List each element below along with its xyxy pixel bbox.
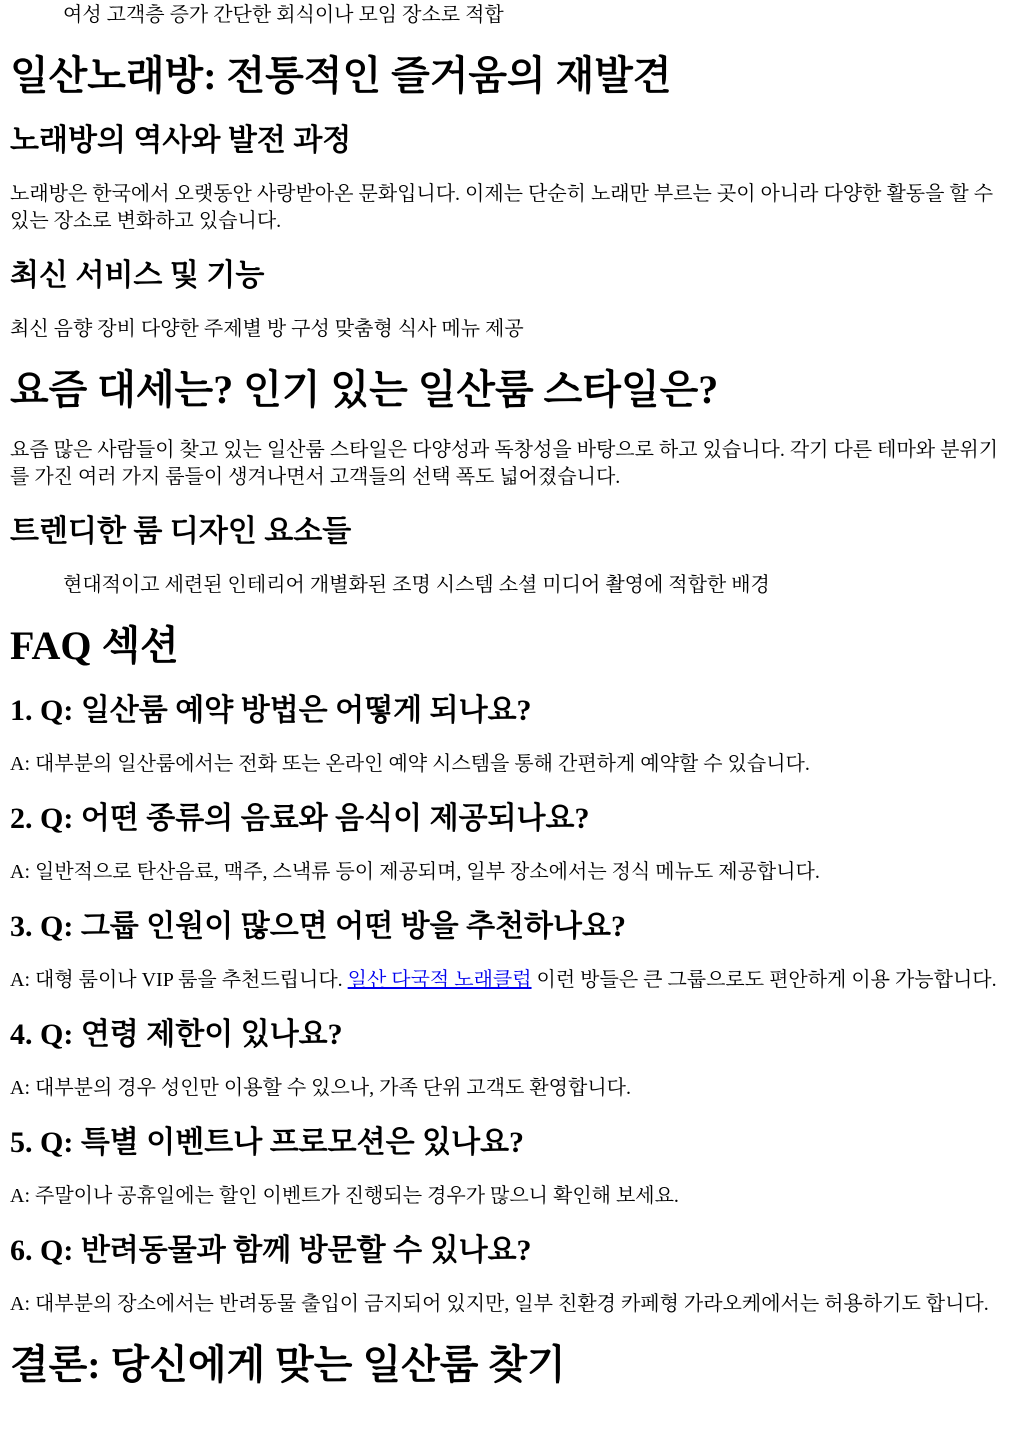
subsection-heading-history: 노래방의 역사와 발전 과정: [10, 124, 352, 157]
faq-answer-3-after-link: 이런 방들은 큰 그룹으로도 편안하게 이용 가능합니다.: [531, 969, 997, 991]
faq-question-3: 3. Q: 그룹 인원이 많으면 어떤 방을 추천하나요?: [10, 910, 626, 943]
faq-question-5: 5. Q: 특별 이벤트나 프로모션은 있나요?: [10, 1126, 525, 1159]
conclusion-title: 결론: 당신에게 맞는 일산룸 찾기: [10, 1342, 566, 1387]
paragraph-trends: 요즘 많은 사람들이 찾고 있는 일산룸 스타일은 다양성과 독창성을 바탕으로 하고 있습니다. 각기 다른 테마와 분위기를 가진 여러 가지 룸들이 생겨나면서 고객들의 선택 폭도 넓어졌습니다.: [10, 439, 999, 488]
faq-section-title: FAQ 섹션: [10, 623, 179, 668]
faq-answer-4: A: 대부분의 경우 성인만 이용할 수 있으나, 가족 단위 고객도 환영합니다.: [10, 1077, 631, 1099]
pre-section-note: 여성 고객층 증가 간단한 회식이나 모임 장소로 적합: [63, 4, 504, 26]
faq-question-2: 2. Q: 어떤 종류의 음료와 음식이 제공되나요?: [10, 802, 590, 835]
faq-answer-5: A: 주말이나 공휴일에는 할인 이벤트가 진행되는 경우가 많으니 확인해 보세요.: [10, 1185, 679, 1207]
section-title-trends: 요즘 대세는? 인기 있는 일산룸 스타일은?: [10, 367, 719, 412]
section-title-tradition: 일산노래방: 전통적인 즐거움의 재발견: [10, 53, 672, 98]
faq-answer-3-before-link: A: 대형 룸이나 VIP 룸을 추천드립니다.: [10, 969, 348, 991]
subsection-heading-services: 최신 서비스 및 기능: [10, 259, 265, 292]
faq-answer-2: A: 일반적으로 탄산음료, 맥주, 스낵류 등이 제공되며, 일부 장소에서는 정식 메뉴도 제공합니다.: [10, 861, 820, 883]
faq-question-6: 6. Q: 반려동물과 함께 방문할 수 있나요?: [10, 1234, 532, 1267]
paragraph-history: 노래방은 한국에서 오랫동안 사랑받아온 문화입니다. 이제는 단순히 노래만 부르는 곳이 아니라 다양한 활동을 할 수 있는 장소로 변화하고 있습니다.: [10, 183, 994, 232]
faq-question-1: 1. Q: 일산룸 예약 방법은 어떻게 되나요?: [10, 694, 532, 727]
faq-answer-6: A: 대부분의 장소에서는 반려동물 출입이 금지되어 있지만, 일부 친환경 카페형 가라오케에서는 허용하기도 합니다.: [10, 1293, 989, 1315]
faq-answer-1: A: 대부분의 일산룸에서는 전화 또는 온라인 예약 시스템을 통해 간편하게 예약할 수 있습니다.: [10, 753, 810, 775]
design-note: 현대적이고 세련된 인테리어 개별화된 조명 시스템 소셜 미디어 촬영에 적합한 배경: [63, 574, 770, 596]
karaoke-club-link[interactable]: 일산 다국적 노래클럽: [347, 969, 532, 991]
faq-question-4: 4. Q: 연령 제한이 있나요?: [10, 1018, 343, 1051]
faq-answer-3: [10, 967, 1014, 994]
paragraph-services: 최신 음향 장비 다양한 주제별 방 구성 맞춤형 식사 메뉴 제공: [10, 318, 524, 340]
subsection-heading-design: 트렌디한 룸 디자인 요소들: [10, 515, 352, 548]
